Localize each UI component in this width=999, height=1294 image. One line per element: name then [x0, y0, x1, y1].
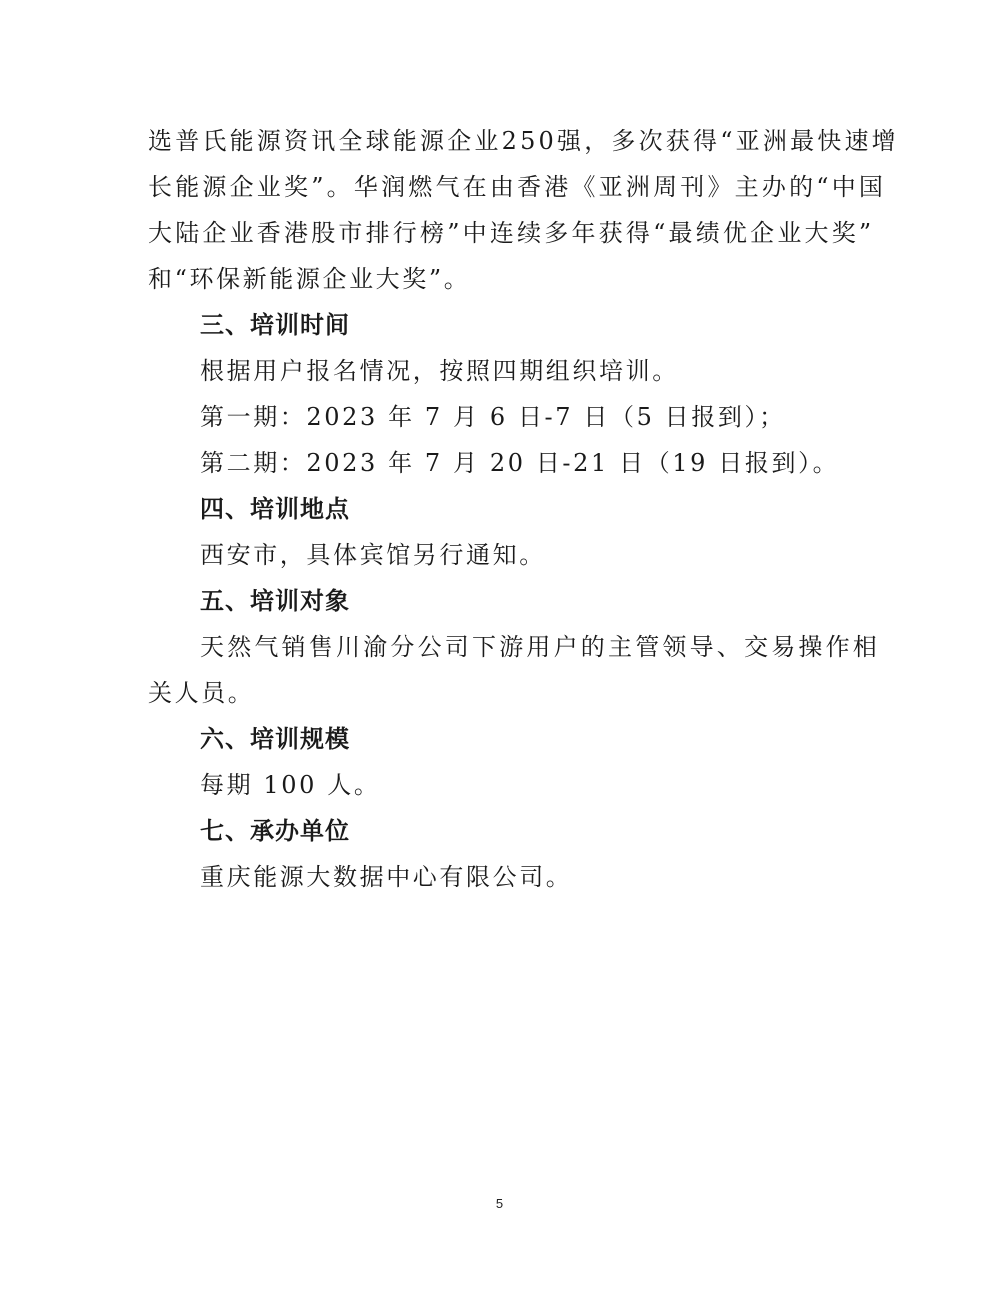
- training-audience-line: 天然气销售川渝分公司下游用户的主管领导、交易操作相: [200, 633, 880, 661]
- paragraph-line: 和“环保新能源企业大奖”。: [148, 265, 471, 293]
- section-heading-training-audience: 五、培训对象: [200, 587, 350, 615]
- organizer-line: 重庆能源大数据中心有限公司。: [200, 863, 573, 891]
- training-scale-line: 每期 100 人。: [200, 771, 381, 799]
- document-body: [148, 118, 899, 900]
- section-heading-training-location: 四、培训地点: [200, 495, 350, 523]
- training-location-line: 西安市，具体宾馆另行通知。: [200, 541, 546, 569]
- section-heading-organizer: 七、承办单位: [200, 817, 350, 845]
- page-number: 5: [495, 1196, 504, 1211]
- section-heading-training-scale: 六、培训规模: [200, 725, 350, 753]
- section-heading-training-time: 三、培训时间: [200, 311, 350, 339]
- paragraph-line: 长能源企业奖”。华润燃气在由香港《亚洲周刊》主办的“中国: [148, 173, 887, 201]
- training-time-line: 根据用户报名情况，按照四期组织培训。: [200, 357, 679, 385]
- training-time-line: 第一期：2023 年 7 月 6 日-7 日（5 日报到）；: [200, 403, 786, 431]
- training-time-line: 第二期：2023 年 7 月 20 日-21 日（19 日报到）。: [200, 449, 840, 477]
- training-audience-line: 关人员。: [148, 679, 255, 707]
- paragraph-line: 选普氏能源资讯全球能源企业250强，多次获得“亚洲最快速增: [148, 127, 899, 155]
- paragraph-line: 大陆企业香港股市排行榜”中连续多年获得“最绩优企业大奖”: [148, 219, 875, 247]
